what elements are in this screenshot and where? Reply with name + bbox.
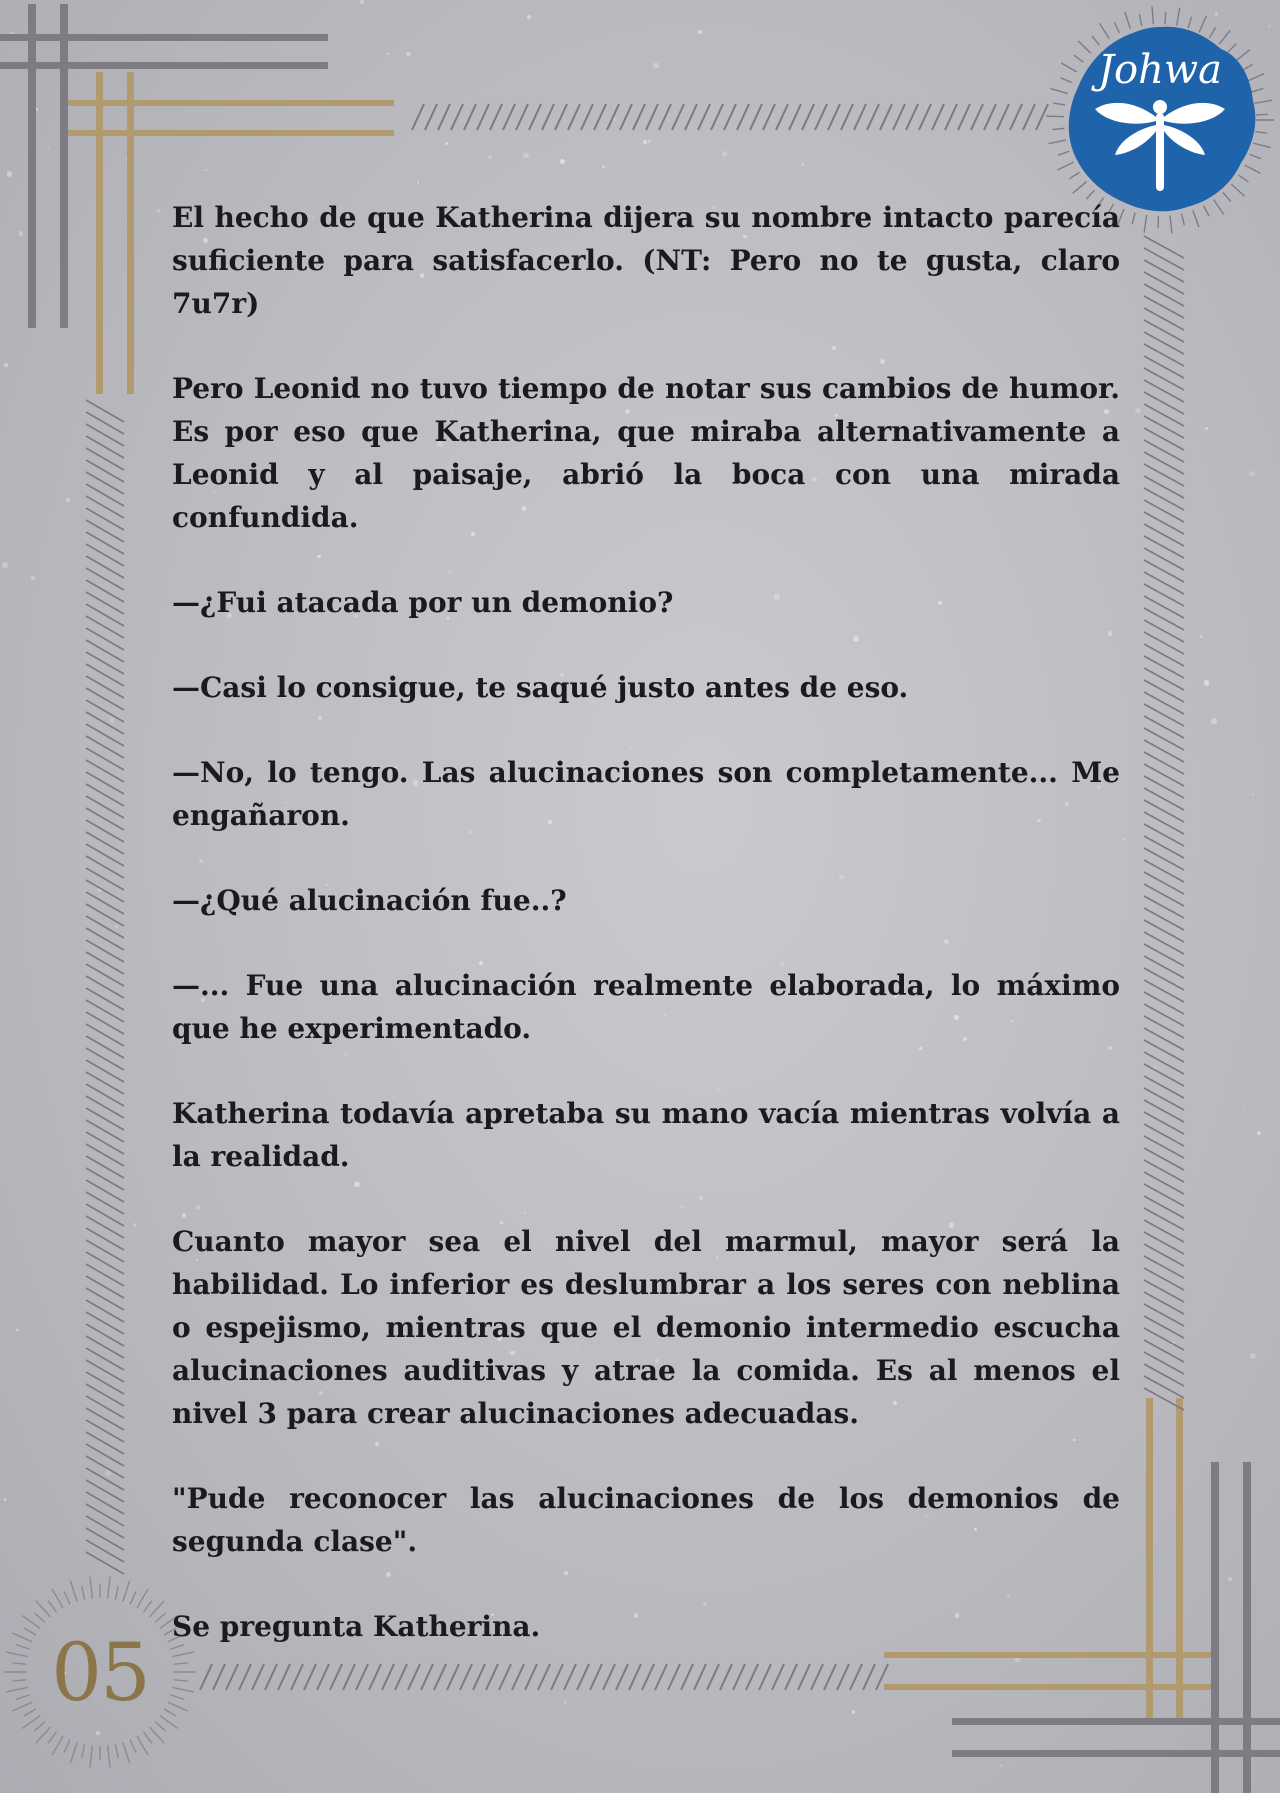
hatch-band-right — [1144, 236, 1184, 1410]
page-number: 05 — [51, 1626, 149, 1719]
paragraph: Pero Leonid no tuvo tiempo de notar sus cambios de humor. Es por eso que Katherina, que miraba alternativamente a Leonid y al paisaje, abrió la boca con una mirada confundida. — [172, 372, 1120, 534]
paragraph: "Pude reconocer las alucinaciones de los demonios de segunda clase". — [172, 1482, 1120, 1558]
paragraph: Cuanto mayor sea el nivel del marmul, mayor será la habilidad. Lo inferior es deslumbrar a los seres con neblina o espejismo, mientras que el demonio intermedio escucha alucinaciones auditivas y atrae la comida. Es al menos el nivel 3 para crear alucinaciones adecuadas. — [172, 1225, 1120, 1430]
paragraph: —¿Fui atacada por un demonio? — [172, 586, 674, 619]
paragraph: —¿Qué alucinación fue..? — [172, 884, 567, 917]
story-text — [172, 196, 1120, 1690]
paragraph: Se pregunta Katherina. — [172, 1610, 541, 1643]
paragraph: —Casi lo consigue, te saqué justo antes de eso. — [172, 671, 909, 704]
paragraph: Katherina todavía apretaba su mano vacía mientras volvía a la realidad. — [172, 1097, 1120, 1173]
hatch-band-top — [412, 104, 1048, 130]
hatch-band-left — [86, 400, 124, 1574]
paragraph: —... Fue una alucinación realmente elaborada, lo máximo que he experimentado. — [172, 969, 1120, 1045]
paragraph: El hecho de que Katherina dijera su nombre intacto parecía suficiente para satisfacerlo. (NT: Pero no te gusta, claro 7u7r) — [172, 201, 1120, 320]
paragraph: —No, lo tengo. Las alucinaciones son completamente... Me engañaron. — [172, 756, 1120, 832]
logo-text: Johwa — [1098, 47, 1222, 93]
